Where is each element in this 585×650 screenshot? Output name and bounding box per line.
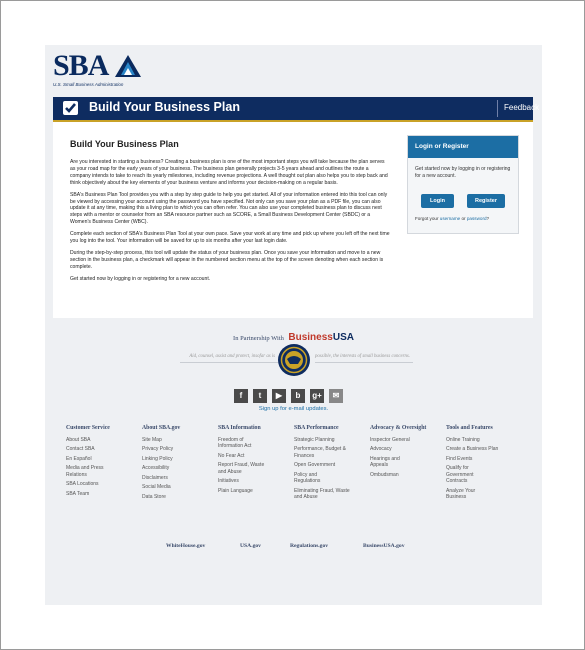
footer-link[interactable]: No Fear Act	[218, 452, 245, 459]
footer-link[interactable]: Disclaimers	[142, 474, 168, 481]
footer-column	[446, 425, 516, 503]
footer-link[interactable]: Performance, Budget & Finances	[294, 446, 346, 459]
page-title: Build Your Business Plan	[89, 100, 240, 114]
forgot-prefix: Forgot your	[415, 216, 439, 221]
footer-link[interactable]: Qualify for Government Contracts	[446, 465, 474, 485]
footer-link[interactable]: SBA Team	[66, 490, 90, 497]
footer-column	[218, 425, 288, 497]
footer-link[interactable]: Advocacy	[370, 446, 392, 453]
footer-heading: About SBA.gov	[142, 425, 181, 431]
email-signup-link[interactable]: Sign up for e-mail updates.	[258, 406, 329, 412]
businessusa-logo[interactable]	[288, 332, 354, 343]
footer-link[interactable]: Media and Press Relations	[66, 465, 104, 478]
footer-link[interactable]: Open Government	[294, 462, 336, 469]
footer-link[interactable]: Freedom of Information Act	[218, 437, 252, 450]
footer-link[interactable]: Linking Policy	[142, 455, 173, 462]
footer-link[interactable]: Find Events	[446, 455, 473, 462]
footer-heading: SBA Performance	[294, 425, 339, 431]
page-banner	[53, 97, 540, 122]
footer-link[interactable]: Hearings and Appeals	[370, 455, 400, 469]
google-plus-icon[interactable]: g+	[310, 389, 324, 403]
feedback-link[interactable]: Feedback	[504, 103, 540, 112]
footer-column	[142, 425, 212, 503]
register-button[interactable]: Register	[467, 194, 505, 208]
footer-link[interactable]: Site Map	[142, 437, 162, 443]
footer-link[interactable]: SBA Locations	[66, 481, 99, 488]
divider-line	[180, 362, 278, 363]
businessusa-logo-usa: USA	[332, 332, 354, 343]
intro-paragraph: SBA's Business Plan Tool provides you with a step by step guide to help you get started. All of your information entered into this tool can only be viewed by accessing your account using the password you have specified. Not only can you save your plan as a PDF file, you can also update it at any time, making this a living plan to which you can often refer. You can also use your completed business plan to discuss next steps with a mentor or counselor from an SBA resource partner such as SCORE, a Small Business Development Center (SBDC) or a Women's Business Center (WBC).	[70, 191, 388, 226]
footer-heading: Advocacy & Oversight	[370, 425, 427, 431]
footer-link[interactable]: Inspector General	[370, 437, 410, 443]
footer-link[interactable]: Social Media	[142, 484, 171, 491]
logo-text: SBA	[53, 49, 109, 82]
partnership-prefix: In Partnership With	[233, 335, 284, 342]
footer-heading: Customer Service	[66, 425, 110, 431]
regulations-link[interactable]: Regulations.gov	[290, 543, 329, 549]
sba-logo[interactable]	[53, 51, 143, 91]
footer-link[interactable]: Report Fraud, Waste and Abuse	[218, 462, 265, 475]
forgot-suffix: ?	[486, 216, 490, 221]
email-icon[interactable]: ✉	[329, 389, 343, 403]
footer-link[interactable]: En Español	[66, 455, 92, 462]
intro-paragraph: During the step-by-step process, this tool will update the status of your business plan. Once you save your information and move to a new section in the business plan, a checkmark will appear in the numbered section menu at the top of the screen denoting when each section is complete.	[70, 249, 384, 270]
footer-column	[294, 425, 364, 503]
footer-column	[370, 425, 440, 481]
footer-column	[66, 425, 136, 500]
usagov-link[interactable]: USA.gov	[240, 543, 261, 549]
divider-line	[315, 362, 413, 363]
youtube-icon[interactable]: ▶	[272, 389, 286, 403]
businessusa-link[interactable]: BusinessUSA.gov	[363, 543, 405, 549]
checkbox-icon	[63, 101, 78, 115]
forgot-credentials	[415, 216, 515, 221]
forgot-or: or	[461, 216, 466, 221]
blog-icon[interactable]: b	[291, 389, 305, 403]
facebook-icon[interactable]: f	[234, 389, 248, 403]
login-panel-text: Get started now by logging in or registering for a new account.	[415, 166, 511, 179]
footer-heading: Tools and Features	[446, 425, 493, 431]
footer-link[interactable]: Create a Business Plan	[446, 446, 499, 453]
forgot-username-link[interactable]: username	[439, 216, 461, 221]
footer-link[interactable]: Strategic Planning	[294, 437, 335, 443]
login-panel-title: Login or Register	[408, 136, 518, 158]
footer-link[interactable]: About SBA	[66, 437, 91, 443]
footer-heading: SBA Information	[218, 425, 261, 431]
footer-link[interactable]: Online Training	[446, 437, 480, 443]
footer-link[interactable]: Accessibility	[142, 465, 170, 472]
footer-link[interactable]: Plain Language	[218, 487, 253, 494]
content-panel	[53, 122, 533, 318]
motto-left: Aid, counsel, assist and protect, insofar as is	[189, 354, 275, 359]
businessusa-logo-business: Business	[288, 332, 333, 343]
login-button[interactable]: Login	[421, 194, 454, 208]
whitehouse-link[interactable]: WhiteHouse.gov	[166, 543, 206, 549]
intro-text	[70, 159, 390, 288]
forgot-password-link[interactable]: password	[466, 216, 487, 221]
twitter-icon[interactable]: t	[253, 389, 267, 403]
banner-divider	[497, 100, 498, 117]
footer-link[interactable]: Policy and Regulations	[294, 471, 321, 485]
intro-paragraph: Get started now by logging in or registering for a new account.	[70, 275, 211, 282]
page	[45, 45, 542, 605]
sba-seal-icon	[277, 343, 311, 377]
login-panel	[407, 135, 519, 234]
social-links	[234, 389, 354, 405]
eagle-icon	[113, 53, 143, 79]
footer-link[interactable]: Data Store	[142, 493, 166, 500]
footer-link[interactable]: Contact SBA	[66, 446, 95, 453]
footer-link[interactable]: Ombudsman	[370, 471, 399, 478]
intro-paragraph: Complete each section of SBA's Business Plan Tool at your own pace. Save your work at any time and pick up where you left off the next time you log into the tool. Your information will be saved for up to six months after your last login date.	[70, 231, 390, 245]
section-title: Build Your Business Plan	[70, 139, 179, 149]
logo-subtitle: U.S. Small Business Administration	[53, 82, 124, 87]
footer-link[interactable]: Privacy Policy	[142, 446, 174, 453]
motto-right: possible, the interests of small business concerns.	[315, 354, 410, 359]
footer-link[interactable]: Eliminating Fraud, Waste and Abuse	[294, 487, 350, 500]
footer-link[interactable]: Initiatives	[218, 478, 239, 485]
intro-paragraph: Are you interested in starting a business? Creating a business plan is one of the most important steps you will take because the plan serves as your road map for the early years of your business. The business plan generally projects 3-5 years ahead and outlines the route a company intends to take to reach its yearly milestones, including revenue projections. A well thought out plan also helps you to step back and think objectively about the key elements of your business venture and informs your decision-making on a regular basis.	[70, 159, 388, 186]
footer-link[interactable]: Analyze Your Business	[446, 487, 476, 500]
